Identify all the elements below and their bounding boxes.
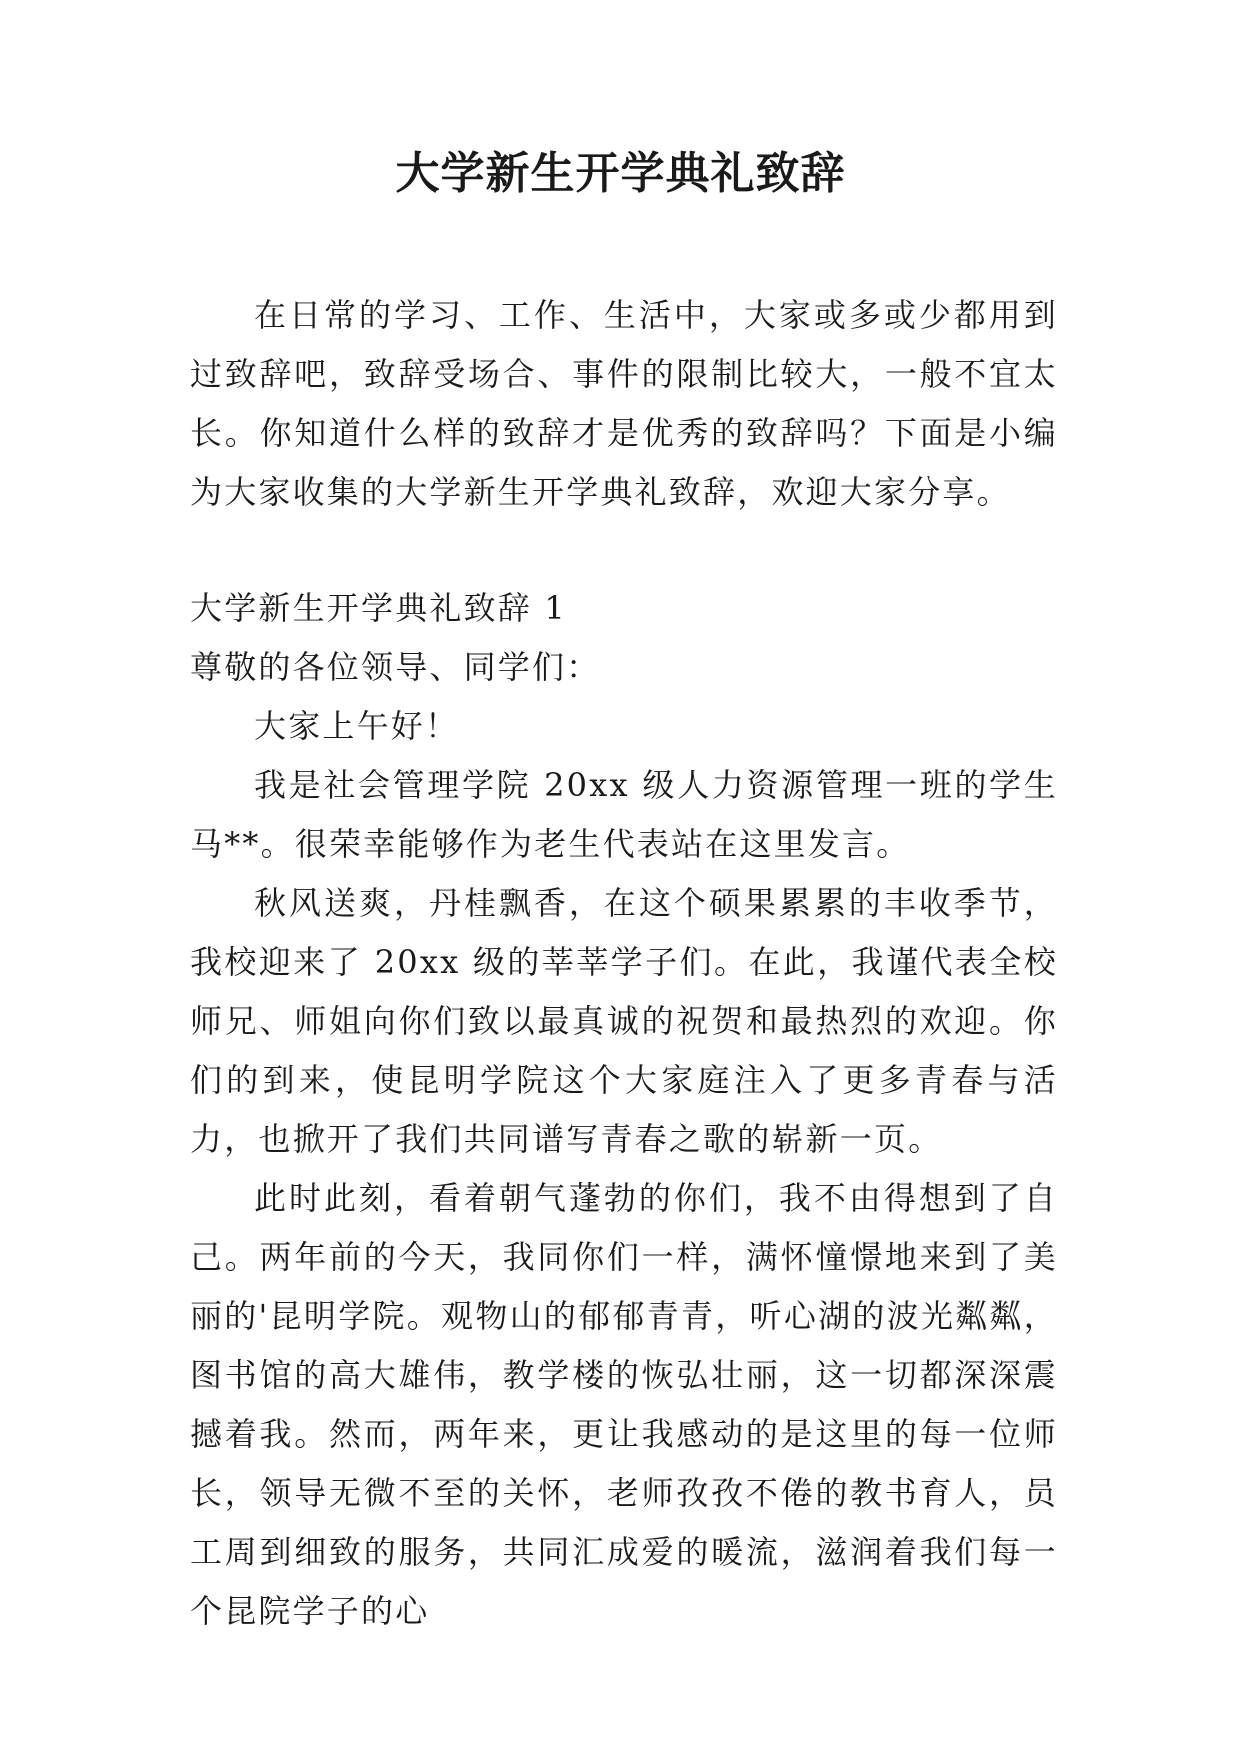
body-paragraph: 我是社会管理学院 20xx 级人力资源管理一班的学生马**。很荣幸能够作为老生代表站在这里发言。 (190, 766, 1058, 863)
body-paragraph: 此时此刻，看着朝气蓬勃的你们，我不由得想到了自己。两年前的今天，我同你们一样，满怀憧憬地来到了美丽的'昆明学院。观物山的郁郁青青，听心湖的波光粼粼，图书馆的高大雄伟，教学楼的恢弘壮丽，这一切都深深震撼着我。然而，两年来，更让我感动的是这里的每一位师长，领导无微不至的关怀，老师孜孜不倦的教书育人，员工周到细致的服务，共同汇成爱的暖流，滋润着我们每一个昆院学子的心 (190, 1179, 1058, 1630)
intro-paragraph: 在日常的学习、工作、生活中，大家或多或少都用到过致辞吧，致辞受场合、事件的限制比较大，一般不宜太长。你知道什么样的致辞才是优秀的致辞吗？下面是小编为大家收集的大学新生开学典礼致辞，欢迎大家分享。 (190, 296, 1058, 511)
greeting: 大家上午好！ (254, 707, 460, 745)
section-heading: 大学新生开学典礼致辞 1 (190, 589, 567, 627)
body-paragraph: 秋风送爽，丹桂飘香，在这个硕果累累的丰收季节，我校迎来了 20xx 级的莘莘学子们。在此，我谨代表全校师兄、师姐向你们致以最真诚的祝贺和最热烈的欢迎。你们的到来，使昆明学院这个大家庭注入了更多青春与活力，也掀开了我们共同谱写青春之歌的崭新一页。 (190, 884, 1058, 1158)
document-title: 大学新生开学典礼致辞 (395, 148, 846, 199)
document-body (190, 286, 1058, 1641)
salutation: 尊敬的各位领导、同学们： (190, 648, 601, 686)
